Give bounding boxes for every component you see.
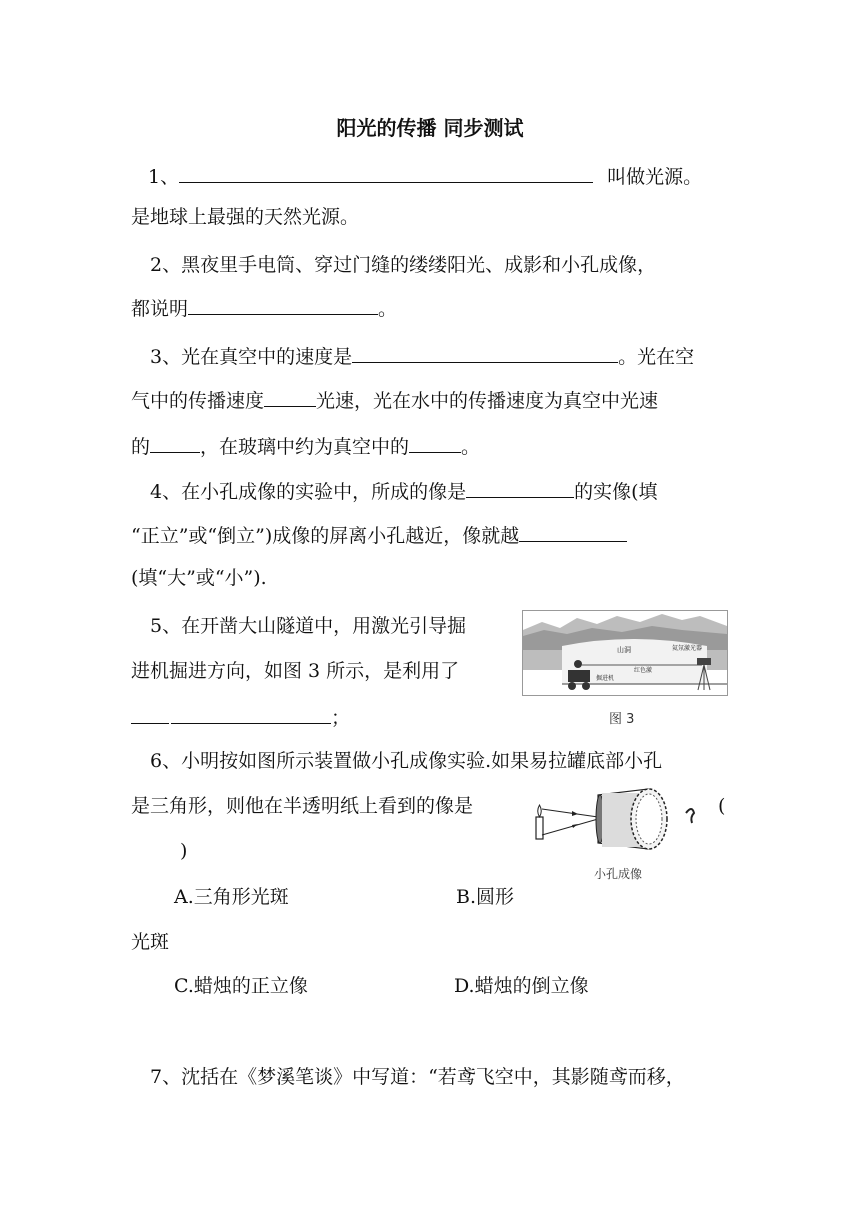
question-2-period: 。 bbox=[378, 298, 398, 320]
question-3-text-e: 的 bbox=[131, 436, 151, 458]
question-2-line-2 bbox=[131, 294, 397, 322]
question-2-blank[interactable] bbox=[188, 294, 378, 315]
figure-3-caption: 图 3 bbox=[609, 712, 635, 727]
question-3-blank-3[interactable] bbox=[150, 432, 200, 453]
beam-label: 红色激 bbox=[634, 667, 653, 674]
question-4-blank-1[interactable] bbox=[466, 477, 574, 498]
question-3-line-2 bbox=[131, 386, 658, 414]
question-3-line-3 bbox=[131, 432, 480, 460]
question-4-line-2 bbox=[131, 521, 627, 549]
pinhole-camera-figure bbox=[528, 775, 708, 861]
question-6-paren-close: ) bbox=[180, 840, 188, 862]
question-7-line-1: 7、沈括在《梦溪笔谈》中写道：“若鸢飞空中，其影随鸢而移， bbox=[150, 1066, 685, 1088]
question-1-line-1 bbox=[148, 162, 702, 190]
question-3-text-a: 3、光在真空中的速度是 bbox=[150, 346, 353, 368]
question-3-text-f: ，在玻璃中约为真空中的 bbox=[200, 436, 410, 458]
question-4-text-a: 4、在小孔成像的实验中，所成的像是 bbox=[150, 481, 467, 503]
question-5-semicolon: ； bbox=[331, 707, 351, 729]
option-b[interactable]: B.圆形 bbox=[456, 886, 515, 908]
question-3-text-b: 。光在空 bbox=[618, 346, 695, 368]
question-5-blank-b[interactable] bbox=[171, 703, 331, 724]
question-3-text-c: 气中的传播速度 bbox=[131, 390, 265, 412]
question-1-number: 1、 bbox=[148, 166, 180, 188]
question-5-blank-a[interactable] bbox=[131, 703, 169, 724]
question-4-text-b: 的实像(填 bbox=[574, 481, 658, 503]
question-3-blank-2[interactable] bbox=[264, 386, 316, 407]
question-1-blank[interactable] bbox=[179, 162, 593, 183]
tunnel-label: 山洞 bbox=[617, 646, 631, 654]
laser-label: 氦氖激光器 bbox=[672, 645, 703, 652]
pinhole-figure-caption: 小孔成像 bbox=[594, 867, 643, 881]
question-5-line-1: 5、在开凿大山隧道中，用激光引导掘 bbox=[150, 615, 467, 637]
question-2-text: 都说明 bbox=[131, 298, 189, 320]
option-c[interactable]: C.蜡烛的正立像 bbox=[174, 975, 308, 997]
question-4-line-3: (填“大”或“小”). bbox=[131, 567, 267, 589]
option-a[interactable]: A.三角形光斑 bbox=[174, 886, 289, 908]
question-6-line-2: 是三角形，则他在半透明纸上看到的像是 bbox=[131, 795, 474, 817]
question-3-line-1 bbox=[150, 342, 694, 370]
option-d[interactable]: D.蜡烛的倒立像 bbox=[454, 975, 589, 997]
question-3-blank-4[interactable] bbox=[409, 432, 461, 453]
question-2-line-1: 2、黑夜里手电筒、穿过门缝的缕缕阳光、成影和小孔成像， bbox=[150, 254, 657, 276]
page-title: 阳光的传播 同步测试 bbox=[336, 116, 524, 140]
question-1-text: 叫做光源。 bbox=[607, 166, 703, 188]
question-5-line-2: 进机掘进方向，如图 3 所示，是利用了 bbox=[131, 660, 460, 682]
question-3-text-d: 光速，光在水中的传播速度为真空中光速 bbox=[316, 390, 659, 412]
question-3-text-g: 。 bbox=[461, 436, 481, 458]
option-b-wrap: 光斑 bbox=[131, 931, 170, 953]
machine-label: 掘进机 bbox=[596, 675, 615, 682]
question-4-text-c: “正立”或“倒立”)成像的屏离小孔越近，像就越 bbox=[131, 525, 520, 547]
question-1-line-2: 是地球上最强的天然光源。 bbox=[131, 206, 360, 228]
question-6-line-1: 6、小明按如图所示装置做小孔成像实验.如果易拉罐底部小孔 bbox=[150, 750, 663, 772]
question-5-line-3 bbox=[131, 703, 350, 731]
question-4-blank-2[interactable] bbox=[519, 521, 627, 542]
question-6-paren-open: ( bbox=[718, 795, 726, 817]
question-4-line-1 bbox=[150, 477, 658, 505]
question-3-blank-1[interactable] bbox=[352, 342, 618, 363]
tunnel-laser-figure bbox=[522, 610, 728, 696]
